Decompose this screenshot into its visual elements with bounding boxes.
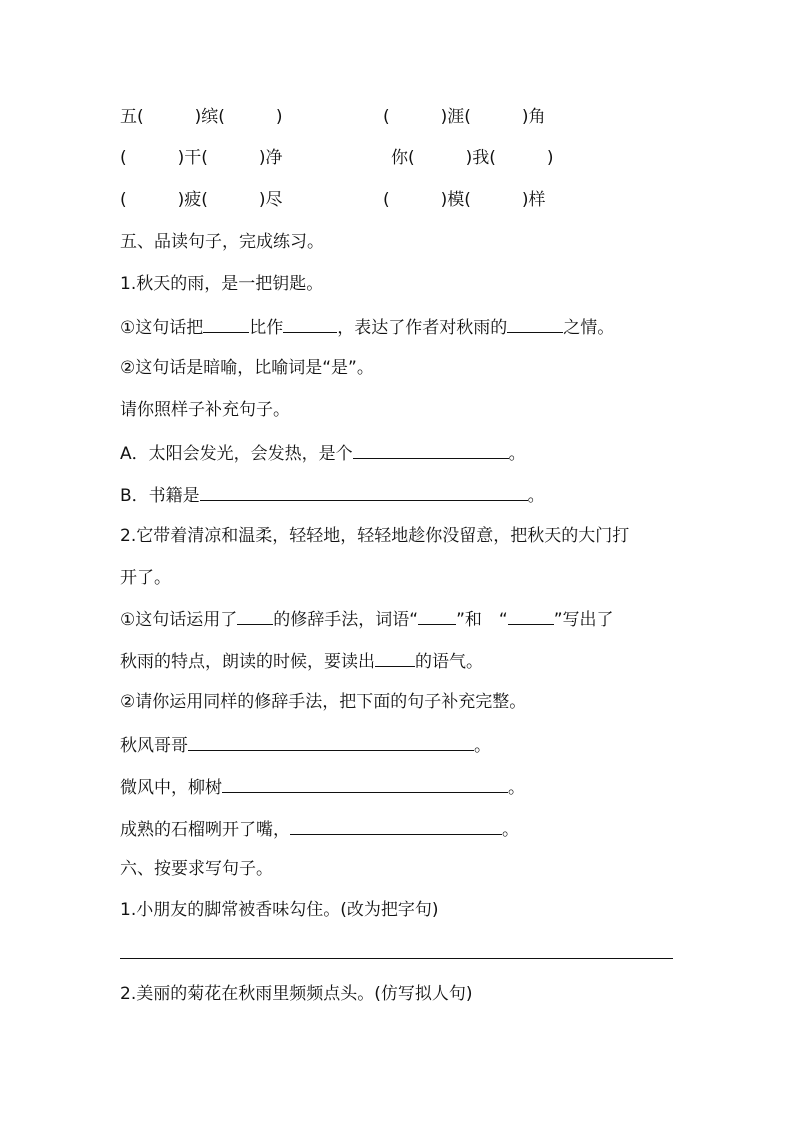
q1-part1-text-d: 之情。 — [563, 318, 615, 338]
answer-blank[interactable] — [507, 314, 563, 333]
q1-sentence-b-end: 。 — [527, 486, 545, 506]
q1-part1-text-a: ①这句话把 — [120, 318, 204, 338]
section6-q1: 1.小朋友的脚常被香味勾住。(改为把字句) — [120, 900, 439, 920]
q1-stem: 1.秋天的雨，是一把钥匙。 — [120, 274, 324, 294]
q2-stem-line2: 开了。 — [120, 568, 171, 588]
q2-sentence-2 — [120, 774, 525, 800]
answer-blank[interactable] — [508, 606, 554, 625]
answer-blank[interactable] — [237, 606, 273, 625]
answer-blank[interactable] — [222, 774, 508, 793]
answer-blank[interactable] — [418, 606, 456, 625]
idiom-3a: ( )疲( )尽 — [120, 190, 283, 210]
q1-sentence-a — [120, 440, 526, 466]
answer-blank[interactable] — [375, 648, 415, 667]
q2-part1-text-b: 的修辞手法，词语“ — [273, 610, 419, 630]
idiom-2b: 你( )我( ) — [391, 148, 554, 168]
idiom-3b: ( )模( )样 — [383, 190, 546, 210]
idiom-1a: 五( )缤( ) — [120, 107, 283, 127]
q2-stem-line1: 2.它带着清凉和温柔，轻轻地，轻轻地趁你没留意，把秋天的大门打 — [120, 526, 630, 546]
q2-sentence-3-text: 成熟的石榴咧开了嘴， — [120, 820, 290, 840]
q2-sentence-2-text: 微风中，柳树 — [120, 778, 222, 798]
q1-part1 — [120, 314, 614, 340]
answer-blank[interactable] — [200, 482, 528, 501]
q2-sentence-3 — [120, 816, 519, 842]
answer-blank[interactable] — [290, 816, 502, 835]
section6-title: 六、按要求写句子。 — [120, 859, 273, 879]
answer-blank[interactable] — [203, 314, 249, 333]
q2-part1-text-c: ”和 “ — [456, 610, 508, 630]
q1-sentence-b-text: B．书籍是 — [120, 486, 200, 506]
q2-part1-cont — [120, 648, 483, 674]
q2-part1-cont-text: 秋雨的特点，朗读的时候，要读出 — [120, 652, 375, 672]
answer-blank[interactable] — [353, 440, 509, 459]
q2-sentence-1 — [120, 732, 491, 758]
q1-part2: ②这句话是暗喻，比喻词是“是”。 — [120, 358, 374, 378]
q2-part1-cont-end: 的语气。 — [415, 652, 483, 672]
q2-sentence-1-text: 秋风哥哥 — [120, 736, 188, 756]
q1-part1-text-c: ，表达了作者对秋雨的 — [337, 318, 508, 338]
q1-sentence-a-text: A．太阳会发光，会发热，是个 — [120, 444, 353, 464]
q2-part2: ②请你运用同样的修辞手法，把下面的句子补充完整。 — [120, 692, 527, 712]
idiom-1b: ( )涯( )角 — [383, 107, 546, 127]
q1-part1-text-b: 比作 — [249, 318, 284, 338]
q1-sentence-a-end: 。 — [508, 444, 526, 464]
answer-blank[interactable] — [188, 732, 474, 751]
q1-sentence-b — [120, 482, 545, 508]
q1-part3: 请你照样子补充句子。 — [120, 400, 290, 420]
q2-sentence-1-end: 。 — [474, 736, 491, 756]
q2-sentence-2-end: 。 — [508, 778, 525, 798]
section6-q2: 2.美丽的菊花在秋雨里频频点头。(仿写拟人句) — [120, 984, 473, 1004]
q2-part1 — [120, 606, 614, 632]
q2-sentence-3-end: 。 — [502, 820, 519, 840]
idiom-2a: ( )干( )净 — [120, 148, 283, 168]
q2-part1-text-a: ①这句话运用了 — [120, 610, 238, 630]
q2-part1-text-d: ”写出了 — [553, 610, 614, 630]
answer-blank[interactable] — [283, 314, 337, 333]
section5-title: 五、品读句子，完成练习。 — [120, 232, 324, 252]
answer-line[interactable] — [120, 958, 673, 959]
